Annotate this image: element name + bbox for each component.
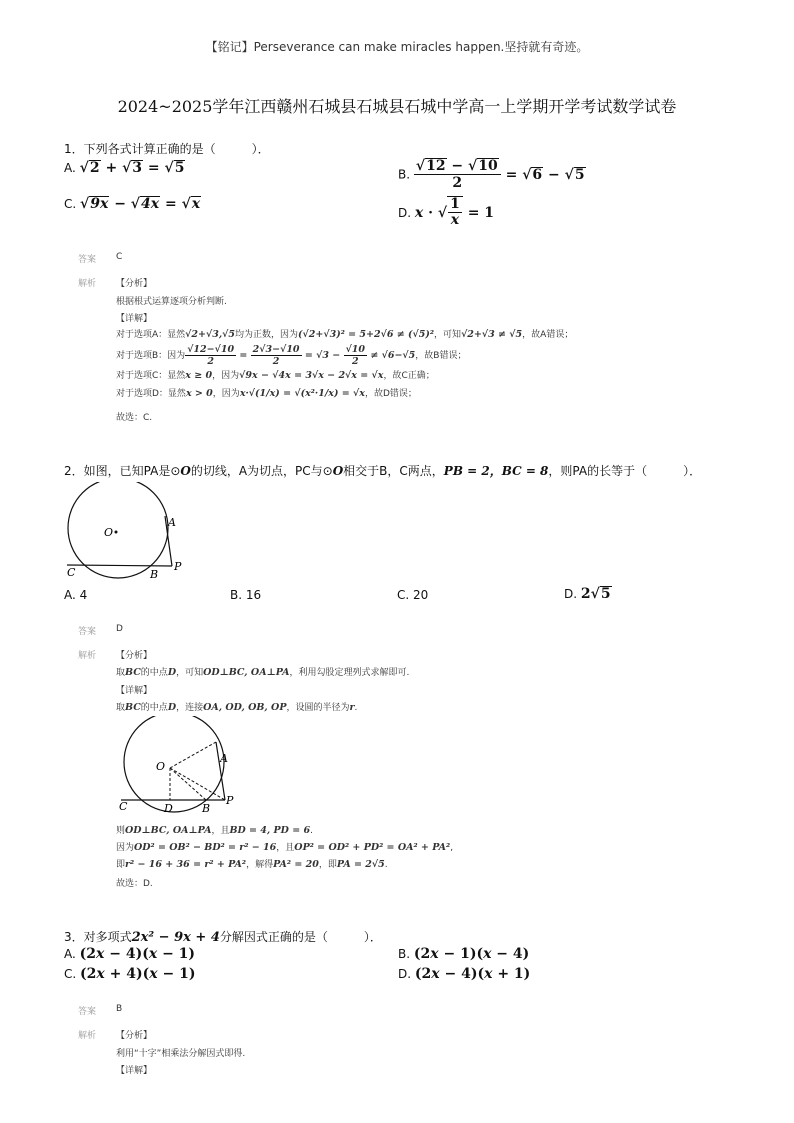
q2-analysis-tag: 【分析】 xyxy=(116,651,153,661)
q1-option-d: D. x · √ $\frac{1}{x}$ = 1 xyxy=(398,196,495,229)
q1-detail-tag: 【详解】 xyxy=(116,314,153,324)
q2-detail-1: 取BC的中点D，连接OA, OD, OB, OP，设圆的半径为r. xyxy=(116,702,358,713)
q2-label-c: C xyxy=(67,566,76,579)
q2-analysis: 取BC的中点D，可知OD⊥BC, OA⊥PA，利用勾股定理列式求解即可. xyxy=(116,667,410,678)
q2-sol-label-a: A xyxy=(220,752,228,765)
q1-option-d-label: D. xyxy=(398,205,412,220)
q1-analysis: 根据根式运算逐项分析判断. xyxy=(116,297,227,307)
q2-sol-label-b: B xyxy=(202,802,211,815)
q3-stem: 3．对多项式2x² − 9x + 4分解因式正确的是（ ）． xyxy=(64,930,382,945)
q2-label-b: B xyxy=(150,568,159,581)
q1-answer-label: 答案 xyxy=(78,255,97,265)
q1-analysis-tag: 【分析】 xyxy=(116,279,153,289)
q1-analysis-label: 解析 xyxy=(78,279,97,289)
q2-sol-circle xyxy=(124,716,224,812)
q2-answer-label: 答案 xyxy=(78,627,97,637)
q3-option-d: D. (2x − 4)(x + 1) xyxy=(398,966,531,982)
q1-stem: 1．下列各式计算正确的是（ ）． xyxy=(64,142,270,156)
q3-option-c: C. (2x + 4)(x − 1) xyxy=(64,966,196,982)
q2-figure xyxy=(60,482,190,582)
q2-step-2: 因为OD² = OB² − BD² = r² − 16，且OP² = OD² + PD² = OA² + PA², xyxy=(116,842,454,853)
q1-option-a: A. √2 + √3 = √5 xyxy=(64,160,185,176)
q1-option-a-label: A. xyxy=(64,161,76,175)
q2-label-a: A xyxy=(168,516,176,529)
q1-option-b-label: B. xyxy=(398,167,411,182)
q2-secant-line xyxy=(67,565,172,566)
q2-option-c: C. 20 xyxy=(397,588,429,602)
q2-detail-tag: 【详解】 xyxy=(116,686,153,696)
q1-option-c: C. √9x − √4x = √x xyxy=(64,196,201,212)
q1-option-c-label: C. xyxy=(64,197,77,211)
q3-analysis: 利用“十字”相乘法分解因式即得. xyxy=(116,1049,246,1059)
q3-analysis-tag: 【分析】 xyxy=(116,1031,153,1041)
q3-detail-tag: 【详解】 xyxy=(116,1066,153,1076)
q2-conclusion: 故选：D. xyxy=(116,879,153,889)
q2-circle xyxy=(68,482,168,578)
q1-answer: C xyxy=(116,252,123,262)
q1-line-d: 对于选项D：显然x > 0，因为x·√(1/x) = √(x²·1/x) = √x，故D错误； xyxy=(116,388,417,399)
q2-option-d: D. 2√5 xyxy=(564,586,611,602)
q3-analysis-label: 解析 xyxy=(78,1031,97,1041)
q2-sol-ob xyxy=(170,768,206,800)
q2-stem: 2．如图，已知PA是⊙O的切线，A为切点，PC与⊙O相交于B，C两点，PB = 2，BC = 8，则PA的长等于（ ）． xyxy=(64,464,702,478)
q3-answer-label: 答案 xyxy=(78,1007,97,1017)
q2-label-p: P xyxy=(174,560,182,573)
q1-conclusion: 故选：C. xyxy=(116,413,153,423)
q2-option-a: A. 4 xyxy=(64,588,88,602)
q2-sol-label-d: D xyxy=(164,802,173,815)
q1-line-b: 对于选项B：因为 $\frac{√12-√10}{2}$ = $\frac{2√3-√10}{2}$ = √3 − $\frac{√10}{2}$ ≠ √6−√5，故B错误； xyxy=(116,344,467,367)
q1-option-b: B. $\frac{√12 - √10}{2}$ = √6 − √5 xyxy=(398,158,585,192)
q2-option-b: B. 16 xyxy=(230,588,262,602)
q2-sol-label-o: O xyxy=(156,760,166,773)
q2-sol-op xyxy=(170,768,225,800)
q3-option-a: A. (2x − 4)(x − 1) xyxy=(64,946,196,962)
q2-step-1: 则OD⊥BC, OA⊥PA，且BD = 4, PD = 6. xyxy=(116,825,313,836)
q2-solution-figure xyxy=(114,716,244,816)
q2-analysis-label: 解析 xyxy=(78,651,97,661)
q2-step-3: 即r² − 16 + 36 = r² + PA²，解得PA² = 20，即PA = 2√5. xyxy=(116,859,388,870)
q2-sol-label-c: C xyxy=(119,800,128,813)
page-title: 2024~2025学年江西赣州石城县石城县石城中学高一上学期开学考试数学试卷 xyxy=(117,97,677,116)
q2-sol-label-p: P xyxy=(226,794,234,807)
q3-answer: B xyxy=(116,1004,123,1014)
q3-option-b: B. (2x − 1)(x − 4) xyxy=(398,946,530,962)
q2-center-dot xyxy=(115,531,118,534)
q2-label-o: O xyxy=(104,526,114,539)
header-motto: 【铭记】Perseverance can make miracles happen.坚持就有奇迹。 xyxy=(205,40,589,54)
q2-answer: D xyxy=(116,624,123,634)
q1-line-c: 对于选项C：显然x ≥ 0，因为√9x − √4x = 3√x − 2√x = √x，故C正确； xyxy=(116,370,435,381)
q2-sol-oa xyxy=(170,742,216,768)
q1-line-a: 对于选项A：显然√2+√3,√5均为正数，因为(√2+√3)² = 5+2√6 ≠ (√5)²，可知√2+√3 ≠ √5，故A错误； xyxy=(116,329,574,340)
